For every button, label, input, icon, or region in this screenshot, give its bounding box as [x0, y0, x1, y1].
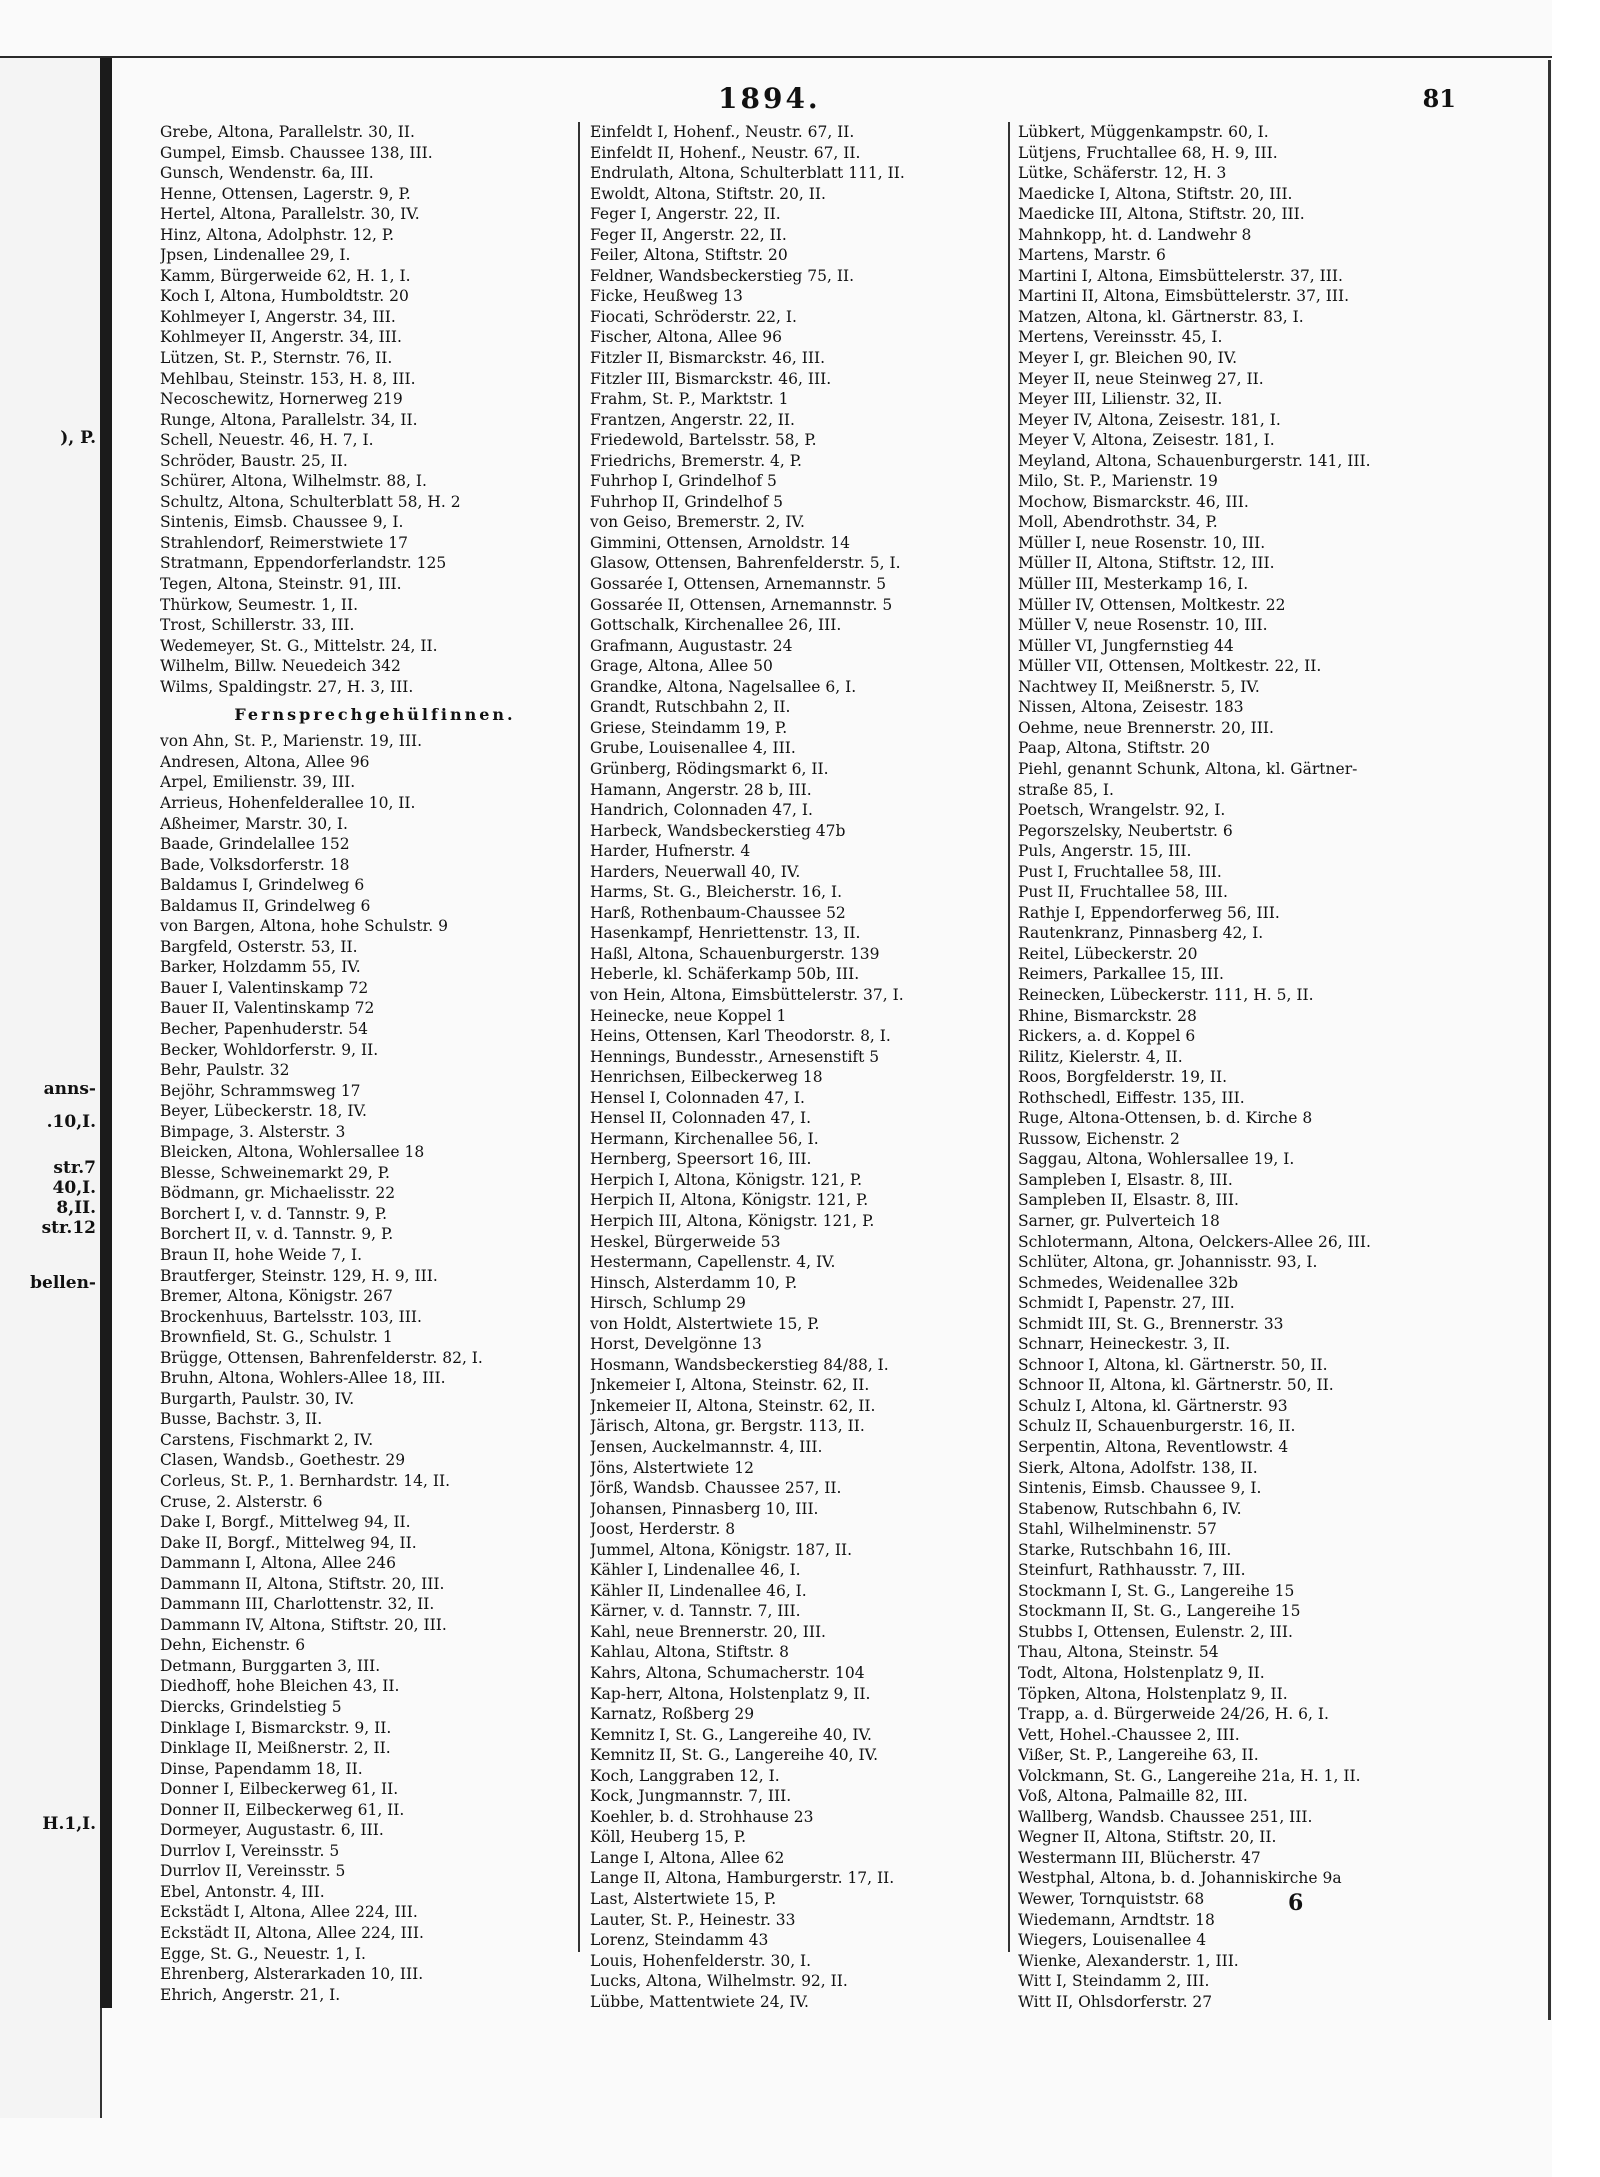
directory-entry: Eckstädt I, Altona, Allee 224, III. — [160, 1903, 418, 1922]
directory-entry: Joost, Herderstr. 8 — [590, 1520, 736, 1539]
directory-entry: Kohlmeyer II, Angerstr. 34, III. — [160, 328, 402, 347]
page-right-edge — [1548, 60, 1551, 2020]
directory-entry: Harders, Neuerwall 40, IV. — [590, 862, 801, 881]
directory-entry: Paap, Altona, Stiftstr. 20 — [1018, 739, 1211, 758]
page-number: 81 — [1422, 84, 1456, 113]
column-3 — [1018, 122, 1538, 2012]
directory-entry: Dinklage I, Bismarckstr. 9, II. — [160, 1718, 392, 1737]
directory-entry: Bauer II, Valentinskamp 72 — [160, 999, 375, 1018]
directory-entry: Vißer, St. P., Langereihe 63, II. — [1018, 1746, 1259, 1765]
directory-entry: Stockmann I, St. G., Langereihe 15 — [1018, 1581, 1295, 1600]
directory-entry: Sierk, Altona, Adolfstr. 138, II. — [1018, 1458, 1258, 1477]
directory-entry: Stratmann, Eppendorferlandstr. 125 — [160, 554, 447, 573]
directory-entry: Gossarée II, Ottensen, Arnemannstr. 5 — [590, 595, 893, 614]
directory-entry: Piehl, genannt Schunk, Altona, kl. Gärtner- — [1018, 759, 1358, 778]
directory-entry: Trost, Schillerstr. 33, III. — [160, 616, 355, 635]
directory-entry: Schulz II, Schauenburgerstr. 16, II. — [1018, 1417, 1296, 1436]
directory-entry: Sarner, gr. Pulverteich 18 — [1018, 1211, 1220, 1230]
directory-entry: Wedemeyer, St. G., Mittelstr. 24, II. — [160, 636, 438, 655]
directory-entry: Lützen, St. P., Sternstr. 76, II. — [160, 349, 393, 368]
directory-entry: Trapp, a. d. Bürgerweide 24/26, H. 6, I. — [1018, 1705, 1329, 1724]
directory-entry: Detmann, Burggarten 3, III. — [160, 1656, 381, 1675]
facing-page-fragment: 40,I. — [52, 1178, 96, 1198]
directory-entry: Schulz I, Altona, kl. Gärtnerstr. 93 — [1018, 1396, 1288, 1415]
directory-entry: Fitzler III, Bismarckstr. 46, III. — [590, 369, 832, 388]
directory-entry: Kemnitz I, St. G., Langereihe 40, IV. — [590, 1725, 872, 1744]
directory-entry: Einfeldt II, Hohenf., Neustr. 67, II. — [590, 143, 861, 162]
directory-entry: Kahl, neue Brennerstr. 20, III. — [590, 1622, 826, 1641]
directory-entry: Poetsch, Wrangelstr. 92, I. — [1018, 801, 1226, 820]
directory-entry: Moll, Abendrothstr. 34, P. — [1018, 513, 1218, 532]
directory-entry: Herpich I, Altona, Königstr. 121, P. — [590, 1170, 863, 1189]
directory-entry: Müller IV, Ottensen, Moltkestr. 22 — [1018, 595, 1286, 614]
directory-entry: Sintenis, Eimsb. Chaussee 9, I. — [1018, 1479, 1262, 1498]
directory-entry: Johansen, Pinnasberg 10, III. — [590, 1499, 819, 1518]
directory-entry: Runge, Altona, Parallelstr. 34, II. — [160, 410, 418, 429]
directory-entry: Durrlov I, Vereinsstr. 5 — [160, 1841, 340, 1860]
directory-entry: Schell, Neuestr. 46, H. 7, I. — [160, 431, 374, 450]
directory-entry: Sampleben I, Elsastr. 8, III. — [1018, 1170, 1233, 1189]
directory-entry: Hasenkampf, Henriettenstr. 13, II. — [590, 924, 861, 943]
directory-entry: Rhine, Bismarckstr. 28 — [1018, 1006, 1197, 1025]
directory-entry: Kähler I, Lindenallee 46, I. — [590, 1561, 801, 1580]
directory-entry: Behr, Paulstr. 32 — [160, 1061, 290, 1080]
directory-entry: Rathje I, Eppendorferweg 56, III. — [1018, 903, 1280, 922]
directory-entry: Jnkemeier I, Altona, Steinstr. 62, II. — [590, 1376, 870, 1395]
directory-entry: von Ahn, St. P., Marienstr. 19, III. — [160, 732, 423, 751]
directory-entry: Lucks, Altona, Wilhelmstr. 92, II. — [590, 1972, 848, 1991]
directory-entry: Töpken, Altona, Holstenplatz 9, II. — [1018, 1684, 1288, 1703]
directory-entry: Brautferger, Steinstr. 129, H. 9, III. — [160, 1266, 438, 1285]
directory-entry: Schnoor II, Altona, kl. Gärtnerstr. 50, II. — [1018, 1376, 1334, 1395]
directory-entry: Diedhoff, hohe Bleichen 43, II. — [160, 1677, 400, 1696]
directory-entry: Herpich III, Altona, Königstr. 121, P. — [590, 1211, 875, 1230]
directory-entry: Jensen, Auckelmannstr. 4, III. — [590, 1438, 823, 1456]
directory-entry: Mertens, Vereinsstr. 45, I. — [1018, 328, 1223, 347]
directory-entry: Borchert II, v. d. Tannstr. 9, P. — [160, 1225, 394, 1244]
directory-entry: Thürkow, Seumestr. 1, II. — [160, 595, 358, 614]
directory-entry: Meyer III, Lilienstr. 32, II. — [1018, 390, 1223, 409]
directory-entry: Schnoor I, Altona, kl. Gärtnerstr. 50, II. — [1018, 1355, 1328, 1374]
directory-entry: Bleicken, Altona, Wohlersallee 18 — [160, 1143, 425, 1162]
directory-entry: Hennings, Bundesstr., Arnesenstift 5 — [590, 1047, 880, 1066]
directory-entry: Louis, Hohenfelderstr. 30, I. — [590, 1951, 812, 1970]
directory-entry: Pegorszelsky, Neubertstr. 6 — [1018, 821, 1233, 840]
directory-entry: Bade, Volksdorferstr. 18 — [160, 855, 350, 874]
directory-entry: Grandt, Rutschbahn 2, II. — [590, 698, 791, 717]
directory-entry: Brockenhuus, Bartelsstr. 103, III. — [160, 1307, 422, 1326]
directory-entry: Reinecken, Lübeckerstr. 111, H. 5, II. — [1018, 985, 1314, 1004]
directory-entry: Feldner, Wandsbeckerstieg 75, II. — [590, 266, 855, 285]
directory-entry: Hertel, Altona, Parallelstr. 30, IV. — [160, 205, 420, 224]
column-divider — [1008, 122, 1010, 1952]
directory-entry: Wiegers, Louisenallee 4 — [1018, 1931, 1207, 1950]
directory-entry: Grafmann, Augustastr. 24 — [590, 636, 793, 655]
directory-entry: Bruhn, Altona, Wohlers-Allee 18, III. — [160, 1369, 446, 1388]
directory-page — [118, 60, 1546, 2020]
directory-entry: Hirsch, Schlump 29 — [590, 1294, 746, 1313]
directory-entry: Hinsch, Alsterdamm 10, P. — [590, 1273, 798, 1292]
directory-entry: Martens, Marstr. 6 — [1018, 246, 1166, 265]
directory-entry: Henrichsen, Eilbeckerweg 18 — [590, 1068, 823, 1087]
directory-entry: Westermann III, Blücherstr. 47 — [1018, 1848, 1261, 1867]
directory-entry: Ebel, Antonstr. 4, III. — [160, 1882, 325, 1901]
facing-page-fragment: .10,I. — [46, 1112, 96, 1132]
directory-entry: Thau, Altona, Steinstr. 54 — [1018, 1643, 1219, 1662]
directory-entry: Friedrichs, Bremerstr. 4, P. — [590, 451, 802, 470]
directory-entry: Stabenow, Rutschbahn 6, IV. — [1018, 1499, 1242, 1518]
directory-entry: Frahm, St. P., Marktstr. 1 — [590, 390, 789, 409]
directory-entry: Fuhrhop I, Grindelhof 5 — [590, 472, 777, 491]
directory-entry: Grandke, Altona, Nagelsallee 6, I. — [590, 677, 857, 696]
directory-entry: Müller II, Altona, Stiftstr. 12, III. — [1018, 554, 1275, 573]
directory-entry: Harder, Hufnerstr. 4 — [590, 842, 751, 861]
directory-entry: von Holdt, Alstertwiete 15, P. — [590, 1314, 820, 1333]
directory-entry: Puls, Angerstr. 15, III. — [1018, 842, 1192, 861]
directory-entry: Jörß, Wandsb. Chaussee 257, II. — [590, 1479, 842, 1498]
directory-entry: Kap-herr, Altona, Holstenplatz 9, II. — [590, 1684, 871, 1703]
directory-entry: Kahrs, Altona, Schumacherstr. 104 — [590, 1664, 865, 1683]
directory-entry: Kemnitz II, St. G., Langereihe 40, IV. — [590, 1746, 879, 1765]
directory-entry: Jnkemeier II, Altona, Steinstr. 62, II. — [590, 1396, 876, 1415]
directory-entry: Donner I, Eilbeckerweg 61, II. — [160, 1780, 399, 1799]
directory-entry: Durrlov II, Vereinsstr. 5 — [160, 1862, 346, 1881]
directory-entry: Frantzen, Angerstr. 22, II. — [590, 410, 795, 429]
directory-entry: Borchert I, v. d. Tannstr. 9, P. — [160, 1204, 388, 1223]
directory-entry: Heins, Ottensen, Karl Theodorstr. 8, I. — [590, 1027, 891, 1046]
directory-entry: Fitzler II, Bismarckstr. 46, III. — [590, 349, 826, 368]
directory-entry: Martini II, Altona, Eimsbüttelerstr. 37, III. — [1018, 287, 1350, 306]
directory-entry: Dammann III, Charlottenstr. 32, II. — [160, 1595, 435, 1614]
directory-entry: Matzen, Altona, kl. Gärtnerstr. 83, I. — [1018, 307, 1304, 326]
directory-entry: Todt, Altona, Holstenplatz 9, II. — [1018, 1664, 1265, 1683]
directory-entry: Einfeldt I, Hohenf., Neustr. 67, II. — [590, 123, 855, 141]
directory-entry: Westphal, Altona, b. d. Johanniskirche 9a — [1018, 1869, 1342, 1888]
directory-entry: Müller VII, Ottensen, Moltkestr. 22, II. — [1018, 657, 1322, 676]
directory-entry: Mehlbau, Steinstr. 153, H. 8, III. — [160, 369, 416, 388]
column-divider — [578, 122, 580, 1952]
directory-entry: Meyer I, gr. Bleichen 90, IV. — [1018, 349, 1238, 368]
directory-entry: Bejöhr, Schrammsweg 17 — [160, 1081, 361, 1100]
directory-entry: Grage, Altona, Allee 50 — [590, 657, 773, 676]
directory-entry: Lauter, St. P., Heinestr. 33 — [590, 1910, 796, 1929]
directory-entry: Grube, Louisenallee 4, III. — [590, 739, 796, 758]
directory-entry: Volckmann, St. G., Langereihe 21a, H. 1, II. — [1018, 1766, 1361, 1785]
top-scan-border — [0, 56, 1600, 58]
directory-entry: Dammann I, Altona, Allee 246 — [160, 1554, 396, 1573]
directory-entry: Heberle, kl. Schäferkamp 50b, III. — [590, 965, 860, 984]
directory-entry: Köll, Heuberg 15, P. — [590, 1828, 747, 1847]
directory-entry: Necoschewitz, Hornerweg 219 — [160, 390, 403, 409]
directory-entry: Reimers, Parkallee 15, III. — [1018, 965, 1224, 984]
directory-entry: Hensel II, Colonnaden 47, I. — [590, 1109, 812, 1128]
directory-entry: Ruge, Altona-Ottensen, b. d. Kirche 8 — [1018, 1109, 1313, 1128]
directory-entry: Müller I, neue Rosenstr. 10, III. — [1018, 533, 1266, 552]
facing-page-edge — [0, 58, 102, 2118]
directory-entry: Gottschalk, Kirchenallee 26, III. — [590, 616, 842, 635]
facing-page-fragment: H.1,I. — [42, 1814, 96, 1834]
directory-entry: Dinklage II, Meißnerstr. 2, II. — [160, 1739, 391, 1758]
directory-entry: Stahl, Wilhelminenstr. 57 — [1018, 1520, 1217, 1539]
directory-entry: Egge, St. G., Neuestr. 1, I. — [160, 1944, 366, 1963]
directory-entry: Roos, Borgfelderstr. 19, II. — [1018, 1068, 1228, 1087]
directory-entry: Ehrenberg, Alsterarkaden 10, III. — [160, 1965, 424, 1984]
directory-entry: Harbeck, Wandsbeckerstieg 47b — [590, 821, 846, 840]
directory-entry: Last, Alstertwiete 15, P. — [590, 1890, 777, 1909]
directory-entry: Gimmini, Ottensen, Arnoldstr. 14 — [590, 533, 851, 552]
directory-entry: Wewer, Tornquiststr. 68 — [1018, 1890, 1205, 1909]
directory-entry: Sintenis, Eimsb. Chaussee 9, I. — [160, 513, 404, 532]
directory-entry: Harß, Rothenbaum-Chaussee 52 — [590, 903, 846, 922]
facing-page-fragment: ), P. — [60, 428, 96, 448]
directory-entry: Karnatz, Roßberg 29 — [590, 1705, 755, 1724]
directory-entry: Dehn, Eichenstr. 6 — [160, 1636, 306, 1655]
directory-entry: Stockmann II, St. G., Langereihe 15 — [1018, 1602, 1301, 1621]
directory-entry: Wegner II, Altona, Stiftstr. 20, II. — [1018, 1828, 1277, 1847]
directory-entry: Feger II, Angerstr. 22, II. — [590, 225, 787, 244]
directory-entry: Hinz, Altona, Adolphstr. 12, P. — [160, 225, 395, 244]
directory-entry: Nachtwey II, Meißnerstr. 5, IV. — [1018, 677, 1260, 696]
directory-entry: Dake II, Borgf., Mittelweg 94, II. — [160, 1533, 417, 1552]
book-gutter — [100, 58, 112, 2008]
directory-entry: Rautenkranz, Pinnasberg 42, I. — [1018, 924, 1264, 943]
directory-entry: Müller III, Mesterkamp 16, I. — [1018, 575, 1249, 594]
directory-entry: Dormeyer, Augustastr. 6, III. — [160, 1821, 384, 1840]
directory-entry: Corleus, St. P., 1. Bernhardstr. 14, II. — [160, 1472, 451, 1490]
directory-entry: Fischer, Altona, Allee 96 — [590, 328, 782, 347]
facing-page-fragment: str.7 — [53, 1158, 96, 1178]
directory-entry: Henne, Ottensen, Lagerstr. 9, P. — [160, 184, 411, 203]
directory-entry: Strahlendorf, Reimerstwiete 17 — [160, 533, 409, 552]
directory-entry: Steinfurt, Rathhausstr. 7, III. — [1018, 1561, 1246, 1580]
directory-entry: Schlüter, Altona, gr. Johannisstr. 93, I. — [1018, 1253, 1318, 1272]
directory-entry: Friedewold, Bartelsstr. 58, P. — [590, 431, 817, 450]
directory-entry: Hernberg, Speersort 16, III. — [590, 1150, 812, 1169]
directory-entry: Pust II, Fruchtallee 58, III. — [1018, 883, 1228, 902]
directory-entry: Becker, Wohldorferstr. 9, II. — [160, 1040, 379, 1059]
facing-page-fragment: 8,II. — [56, 1198, 96, 1218]
directory-entry: Schnarr, Heineckestr. 3, II. — [1018, 1335, 1231, 1354]
directory-entry: Bimpage, 3. Alsterstr. 3 — [160, 1122, 346, 1141]
directory-entry: Gossarée I, Ottensen, Arnemannstr. 5 — [590, 575, 887, 594]
directory-entry: Vett, Hohel.-Chaussee 2, III. — [1018, 1725, 1240, 1744]
directory-entry: Bremer, Altona, Königstr. 267 — [160, 1287, 393, 1306]
directory-entry: Endrulath, Altona, Schulterblatt 111, II. — [590, 164, 905, 183]
column-2 — [590, 122, 1020, 2012]
directory-entry: Stubbs I, Ottensen, Eulenstr. 2, III. — [1018, 1622, 1293, 1641]
directory-entry: Heskel, Bürgerweide 53 — [590, 1232, 781, 1251]
directory-entry: Arrieus, Hohenfelderallee 10, II. — [160, 793, 416, 812]
directory-entry: Starke, Rutschbahn 16, III. — [1018, 1540, 1232, 1559]
directory-entry: Ewoldt, Altona, Stiftstr. 20, II. — [590, 184, 826, 203]
directory-entry: Russow, Eichenstr. 2 — [1018, 1129, 1180, 1148]
directory-entry: von Geiso, Bremerstr. 2, IV. — [590, 513, 805, 532]
directory-entry: Schlotermann, Altona, Oelckers-Allee 26, III. — [1018, 1232, 1371, 1251]
directory-entry: Brügge, Ottensen, Bahrenfelderstr. 82, I. — [160, 1348, 483, 1367]
directory-entry: Ehrich, Angerstr. 21, I. — [160, 1985, 341, 2004]
directory-entry: Dammann II, Altona, Stiftstr. 20, III. — [160, 1574, 445, 1593]
directory-entry: Maedicke III, Altona, Stiftstr. 20, III. — [1018, 205, 1305, 224]
directory-entry: Arpel, Emilienstr. 39, III. — [160, 773, 356, 792]
facing-page-fragment: anns- — [43, 1079, 96, 1099]
directory-entry: Blesse, Schweinemarkt 29, P. — [160, 1163, 390, 1182]
directory-entry: Jöns, Alstertwiete 12 — [590, 1458, 754, 1477]
directory-entry: Gunsch, Wendenstr. 6a, III. — [160, 164, 374, 183]
directory-entry: Müller V, neue Rosenstr. 10, III. — [1018, 616, 1268, 635]
directory-entry: Kärner, v. d. Tannstr. 7, III. — [590, 1602, 801, 1621]
directory-entry: Harms, St. G., Bleicherstr. 16, I. — [590, 883, 843, 902]
facing-page-fragment: str.12 — [41, 1218, 96, 1238]
directory-entry: Wilhelm, Billw. Neuedeich 342 — [160, 657, 401, 676]
directory-entry: Ficke, Heußweg 13 — [590, 287, 743, 306]
directory-entry: Schröder, Baustr. 25, II. — [160, 451, 348, 470]
directory-entry: Meyer IV, Altona, Zeisestr. 181, I. — [1018, 410, 1281, 429]
directory-entry: Meyland, Altona, Schauenburgerstr. 141, III. — [1018, 451, 1371, 470]
directory-entry: Herpich II, Altona, Königstr. 121, P. — [590, 1191, 869, 1210]
directory-entry: Kähler II, Lindenallee 46, I. — [590, 1581, 807, 1600]
directory-entry: Voß, Altona, Palmaille 82, III. — [1018, 1787, 1248, 1806]
directory-entry: Hestermann, Capellenstr. 4, IV. — [590, 1253, 836, 1272]
directory-entry: Braun II, hohe Weide 7, I. — [160, 1245, 363, 1264]
page-year-header: 1894. — [718, 82, 821, 115]
directory-entry: Schmidt I, Papenstr. 27, III. — [1018, 1294, 1235, 1313]
directory-entry: Koch, Langgraben 12, I. — [590, 1766, 780, 1785]
directory-entry: Eckstädt II, Altona, Allee 224, III. — [160, 1924, 424, 1943]
directory-entry: Witt II, Ohlsdorferstr. 27 — [1018, 1992, 1213, 2011]
directory-entry: Donner II, Eilbeckerweg 61, II. — [160, 1800, 405, 1819]
scan-margin — [1552, 0, 1600, 2177]
directory-entry: Andresen, Altona, Allee 96 — [160, 752, 370, 771]
directory-entry: Martini I, Altona, Eimsbüttelerstr. 37, III. — [1018, 266, 1343, 285]
column-1 — [160, 122, 590, 2005]
directory-entry: Jpsen, Lindenallee 29, I. — [160, 246, 351, 265]
directory-entry: Feger I, Angerstr. 22, II. — [590, 205, 781, 224]
directory-entry: Bargfeld, Osterstr. 53, II. — [160, 937, 358, 956]
directory-entry: Witt I, Steindamm 2, III. — [1018, 1972, 1210, 1991]
directory-entry: Saggau, Altona, Wohlersallee 19, I. — [1018, 1150, 1295, 1169]
directory-entry: Pust I, Fruchtallee 58, III. — [1018, 862, 1222, 881]
directory-entry: Brownfield, St. G., Schulstr. 1 — [160, 1328, 393, 1347]
directory-entry: Schultz, Altona, Schulterblatt 58, H. 2 — [160, 492, 461, 511]
directory-entry: von Bargen, Altona, hohe Schulstr. 9 — [160, 917, 448, 936]
directory-entry: Haßl, Altona, Schauenburgerstr. 139 — [590, 944, 880, 963]
directory-entry: Grebe, Altona, Parallelstr. 30, II. — [160, 123, 415, 141]
directory-entry: Oehme, neue Brennerstr. 20, III. — [1018, 718, 1274, 737]
directory-entry: Clasen, Wandsb., Goethestr. 29 — [160, 1451, 406, 1470]
directory-entry: Järisch, Altona, gr. Bergstr. 113, II. — [590, 1417, 865, 1436]
directory-entry: Fuhrhop II, Grindelhof 5 — [590, 492, 784, 511]
directory-entry: Baade, Grindelallee 152 — [160, 835, 350, 854]
directory-entry: Bauer I, Valentinskamp 72 — [160, 978, 369, 997]
directory-entry: Nissen, Altona, Zeisestr. 183 — [1018, 698, 1244, 717]
directory-entry: Feiler, Altona, Stiftstr. 20 — [590, 246, 788, 265]
directory-entry: Müller VI, Jungfernstieg 44 — [1018, 636, 1234, 655]
directory-entry: Milo, St. P., Marienstr. 19 — [1018, 472, 1218, 491]
directory-entry: Hermann, Kirchenallee 56, I. — [590, 1129, 819, 1148]
directory-entry: Griese, Steindamm 19, P. — [590, 718, 788, 737]
directory-entry: Lütke, Schäferstr. 12, H. 3 — [1018, 164, 1227, 183]
directory-entry: Lange I, Altona, Allee 62 — [590, 1848, 785, 1867]
directory-entry: Gumpel, Eimsb. Chaussee 138, III. — [160, 143, 433, 162]
directory-entry: Wilms, Spaldingstr. 27, H. 3, III. — [160, 677, 414, 696]
directory-entry: Hensel I, Colonnaden 47, I. — [590, 1088, 805, 1107]
directory-entry: Meyer II, neue Steinweg 27, II. — [1018, 369, 1264, 388]
directory-entry: Rickers, a. d. Koppel 6 — [1018, 1027, 1196, 1046]
directory-entry: Dammann IV, Altona, Stiftstr. 20, III. — [160, 1615, 447, 1634]
directory-entry: Hamann, Angerstr. 28 b, III. — [590, 780, 812, 799]
directory-entry: Handrich, Colonnaden 47, I. — [590, 801, 813, 820]
directory-entry: Kamm, Bürgerweide 62, H. 1, I. — [160, 266, 411, 285]
directory-entry: Grünberg, Rödingsmarkt 6, II. — [590, 759, 829, 778]
directory-entry: Lange II, Altona, Hamburgerstr. 17, II. — [590, 1869, 895, 1888]
directory-entry: Burgarth, Paulstr. 30, IV. — [160, 1389, 355, 1408]
directory-entry: Schmedes, Weidenallee 32b — [1018, 1273, 1239, 1292]
directory-entry: Hosmann, Wandsbeckerstieg 84/88, I. — [590, 1355, 889, 1374]
directory-entry: Heinecke, neue Koppel 1 — [590, 1006, 787, 1025]
directory-entry: Lorenz, Steindamm 43 — [590, 1931, 769, 1950]
directory-entry: Wiedemann, Arndtstr. 18 — [1018, 1910, 1215, 1929]
directory-entry: Busse, Bachstr. 3, II. — [160, 1410, 323, 1429]
directory-entry: Diercks, Grindelstieg 5 — [160, 1698, 342, 1717]
directory-entry: Glasow, Ottensen, Bahrenfelderstr. 5, I. — [590, 554, 901, 573]
directory-entry: Koehler, b. d. Strohhause 23 — [590, 1807, 814, 1826]
directory-entry: Meyer V, Altona, Zeisestr. 181, I. — [1018, 431, 1275, 450]
directory-entry: Lübbe, Mattentwiete 24, IV. — [590, 1992, 809, 2011]
directory-entry: Schürer, Altona, Wilhelmstr. 88, I. — [160, 472, 427, 491]
directory-entry: Serpentin, Altona, Reventlowstr. 4 — [1018, 1438, 1289, 1456]
directory-entry: Kahlau, Altona, Stiftstr. 8 — [590, 1643, 790, 1662]
directory-entry: Rothschedl, Eiffestr. 135, III. — [1018, 1088, 1245, 1107]
directory-entry: Becher, Papenhuderstr. 54 — [160, 1019, 368, 1038]
directory-entry: Fiocati, Schröderstr. 22, I. — [590, 307, 797, 326]
directory-entry: Maedicke I, Altona, Stiftstr. 20, III. — [1018, 184, 1293, 203]
directory-entry: Lübkert, Müggenkampstr. 60, I. — [1018, 123, 1269, 141]
directory-entry: Baldamus I, Grindelweg 6 — [160, 876, 365, 895]
directory-entry: Horst, Develgönne 13 — [590, 1335, 762, 1354]
directory-entry: Carstens, Fischmarkt 2, IV. — [160, 1430, 374, 1449]
directory-entry: Cruse, 2. Alsterstr. 6 — [160, 1492, 323, 1511]
directory-entry: Rilitz, Kielerstr. 4, II. — [1018, 1047, 1183, 1066]
directory-entry: Beyer, Lübeckerstr. 18, IV. — [160, 1102, 367, 1121]
directory-entry: Aßheimer, Marstr. 30, I. — [160, 814, 348, 833]
directory-entry: Baldamus II, Grindelweg 6 — [160, 896, 371, 915]
directory-entry: Schmidt III, St. G., Brennerstr. 33 — [1018, 1314, 1284, 1333]
facing-page-fragment: bellen- — [30, 1273, 96, 1293]
directory-entry: Mochow, Bismarckstr. 46, III. — [1018, 492, 1249, 511]
directory-entry: Dake I, Borgf., Mittelweg 94, II. — [160, 1513, 411, 1532]
directory-entry: Dinse, Papendamm 18, II. — [160, 1759, 363, 1778]
directory-entry: Sampleben II, Elsastr. 8, III. — [1018, 1191, 1239, 1210]
section-heading: Fernsprechgehülfinnen. — [234, 705, 516, 725]
directory-entry: Jummel, Altona, Königstr. 187, II. — [590, 1540, 853, 1559]
directory-entry: Kock, Jungmannstr. 7, III. — [590, 1787, 792, 1806]
directory-entry: Barker, Holzdamm 55, IV. — [160, 958, 361, 977]
directory-entry: Kohlmeyer I, Angerstr. 34, III. — [160, 307, 396, 326]
directory-entry: Tegen, Altona, Steinstr. 91, III. — [160, 575, 402, 594]
directory-entry: Mahnkopp, ht. d. Landwehr 8 — [1018, 225, 1252, 244]
signature-mark: 6 — [1288, 1890, 1304, 1916]
directory-entry: von Hein, Altona, Eimsbüttelerstr. 37, I. — [590, 985, 904, 1004]
directory-entry: Reitel, Lübeckerstr. 20 — [1018, 944, 1198, 963]
directory-entry: Lütjens, Fruchtallee 68, H. 9, III. — [1018, 143, 1278, 162]
directory-entry: Wienke, Alexanderstr. 1, III. — [1018, 1951, 1239, 1970]
directory-entry: straße 85, I. — [1018, 780, 1114, 799]
directory-entry: Koch I, Altona, Humboldtstr. 20 — [160, 287, 409, 306]
directory-entry: Bödmann, gr. Michaelisstr. 22 — [160, 1184, 396, 1203]
directory-entry: Wallberg, Wandsb. Chaussee 251, III. — [1018, 1807, 1313, 1826]
